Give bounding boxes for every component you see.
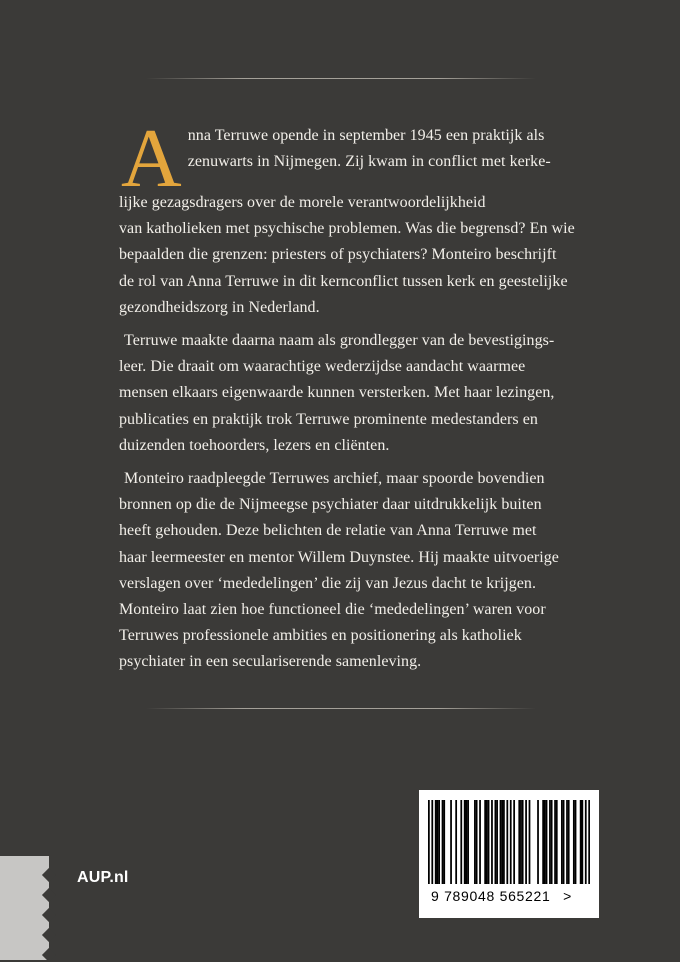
isbn-number — [431, 888, 606, 904]
barcode-bar — [442, 800, 444, 884]
barcode-bar — [495, 800, 497, 884]
barcode-bar — [491, 800, 493, 884]
barcode-bar — [529, 800, 531, 884]
blurb-line: nna Terruwe opende in september 1945 een praktijk als — [187, 127, 545, 144]
barcode-bar — [573, 800, 575, 884]
dropcap-letter: A — [121, 112, 182, 205]
blurb-line: Monteiro raadpleegde Terruwes archief, maar spoorde bovendien — [124, 470, 545, 488]
back-cover-blurb — [119, 112, 575, 676]
barcode-bar — [566, 800, 568, 884]
blurb-line: leer. Die draait om waarachtige wederzijdse aandacht waarmee — [119, 358, 526, 376]
blurb-line: gezondheidszorg in Nederland. — [119, 298, 320, 316]
blurb-line: heeft gehouden. Deze belichten de relatie van Anna Terruwe met — [119, 522, 537, 540]
strip-notch — [42, 868, 56, 882]
blurb-line: duizenden toehoorders, lezers en cliënten. — [119, 436, 390, 454]
blurb-line: publicaties en praktijk trok Terruwe prominente medestanders en — [119, 410, 538, 428]
blurb-line: Terruwes professionele ambities en positionering als katholiek — [119, 627, 522, 645]
blurb-line: Terruwe maakte daarna naam als grondlegger van de bevestigings- — [124, 332, 555, 350]
barcode-guard-bar — [585, 800, 587, 884]
barcode-bar — [464, 800, 466, 884]
blurb-line: zenuwarts in Nijmegen. Zij kwam in conflict met kerke- — [187, 153, 551, 171]
blurb-line: verslagen over ‘mededelingen’ die zij van Jezus dacht te krijgen. — [119, 574, 537, 592]
barcode-arrow: > — [563, 888, 572, 904]
strip-notch — [42, 928, 56, 942]
blurb-paragraph-1 — [119, 112, 575, 321]
barcode-bar — [561, 800, 563, 884]
barcode-bar — [503, 800, 505, 884]
barcode-bar — [542, 800, 544, 884]
barcode-bar — [455, 800, 457, 884]
barcode-bar — [450, 800, 452, 884]
strip-notch — [42, 908, 56, 922]
barcode-bar — [466, 800, 468, 884]
barcode-bar — [437, 800, 439, 884]
barcode-bar — [554, 800, 556, 884]
barcode-bar — [484, 800, 486, 884]
barcode-bar — [563, 800, 565, 884]
blurb-line: mensen elkaars eigenwaarde kunnen versterken. Met haar lezingen, — [119, 384, 555, 402]
barcode-guard-bar — [431, 800, 433, 884]
barcode-bar — [525, 800, 527, 884]
barcode-bars — [428, 800, 590, 884]
barcode-bar — [474, 800, 476, 884]
barcode-guard-bar — [588, 800, 590, 884]
barcode-bar — [544, 800, 546, 884]
blurb-paragraph-2 — [119, 328, 575, 459]
barcode-bar — [580, 800, 582, 884]
blurb-line: Monteiro laat zien hoe functioneel die ‘mededelingen’ waren voor — [119, 601, 546, 619]
barcode-bar — [435, 800, 437, 884]
blurb-line: haar leermeester en mentor Willem Duynstee. Hij maakte uitvoerige — [119, 548, 559, 566]
strip-notch — [42, 888, 56, 902]
barcode-bar — [467, 800, 469, 884]
barcode-bar — [438, 800, 440, 884]
barcode-bar — [500, 800, 502, 884]
top-divider — [146, 78, 536, 79]
barcode-bar — [488, 800, 490, 884]
barcode-bar — [549, 800, 551, 884]
barcode-bar — [575, 800, 577, 884]
bottom-divider — [146, 708, 536, 709]
blurb-line: psychiater in een seculariserende samenleving. — [119, 653, 422, 671]
barcode-bar — [581, 800, 583, 884]
barcode-guard-bar — [510, 800, 512, 884]
barcode-bar — [551, 800, 553, 884]
barcode-bar — [479, 800, 481, 884]
barcode-bar — [443, 800, 445, 884]
barcode-bar — [556, 800, 558, 884]
barcode-bar — [486, 800, 488, 884]
barcode-bar — [520, 800, 522, 884]
barcode-bar — [522, 800, 524, 884]
barcode-guard-bar — [428, 800, 430, 884]
barcode-bar — [518, 800, 520, 884]
blurb-line: bepaalden die grenzen: priesters of psychiaters? Monteiro beschrijft — [119, 246, 557, 264]
barcode-bar — [568, 800, 570, 884]
isbn-barcode — [419, 790, 599, 918]
spine-edge-strip — [0, 856, 49, 960]
barcode-bar — [537, 800, 539, 884]
isbn-digits: 9 789048 565221 — [431, 888, 551, 904]
blurb-paragraph-3 — [119, 466, 575, 676]
barcode-guard-bar — [506, 800, 508, 884]
barcode-bar — [460, 800, 462, 884]
publisher-url[interactable]: AUP.nl — [77, 869, 129, 886]
barcode-bar — [496, 800, 498, 884]
blurb-line: de rol van Anna Terruwe in dit kernconflict tussen kerk en geestelijke — [119, 272, 568, 290]
barcode-bar — [546, 800, 548, 884]
blurb-line: bronnen op die de Nijmeegse psychiater daar uitdrukkelijk buiten — [119, 496, 542, 514]
barcode-bar — [476, 800, 478, 884]
barcode-bar — [501, 800, 503, 884]
blurb-line: lijke gezagsdragers over de morele verantwoordelijkheid — [119, 194, 486, 211]
barcode-bar — [513, 800, 515, 884]
blurb-line: van katholieken met psychische problemen. Was die begrensd? En wie — [119, 220, 575, 238]
